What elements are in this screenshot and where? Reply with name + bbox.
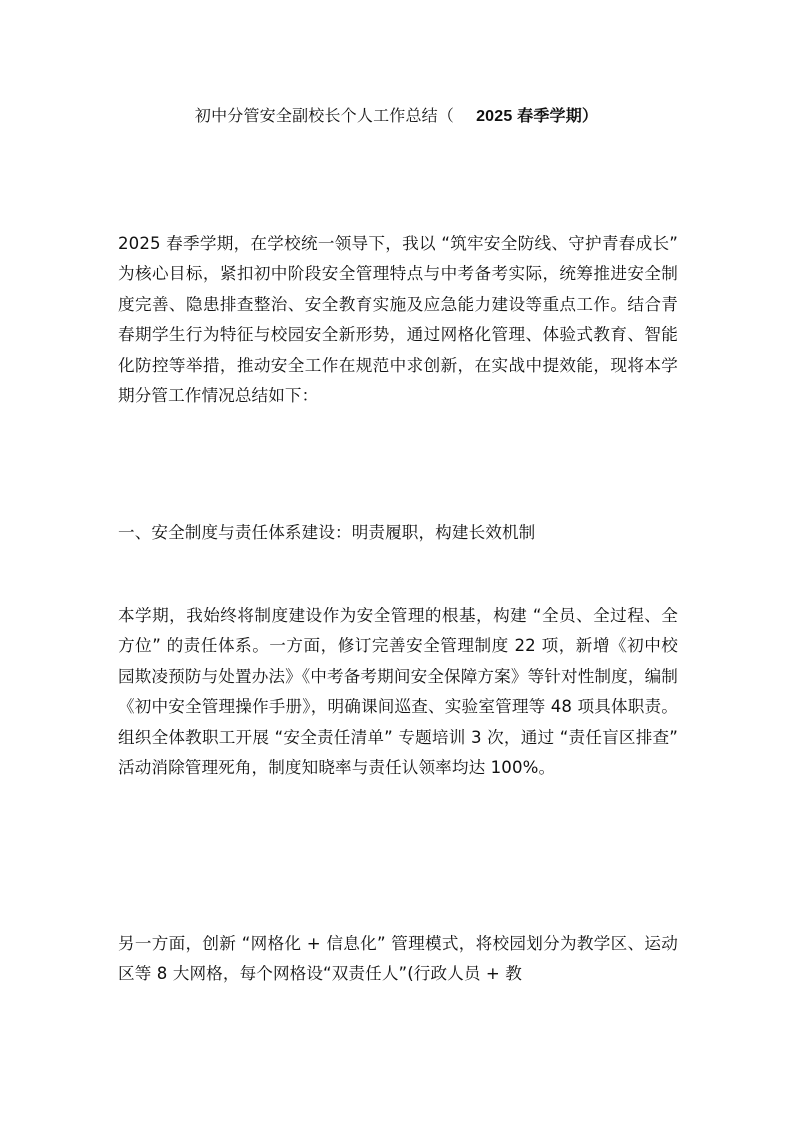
title-text: 初中分管安全副校长个人工作总结（ [194,106,455,125]
section-heading: 一、安全制度与责任体系建设：明责履职，构建长效机制 [118,523,536,542]
body-paragraph: 本学期，我始终将制度建设作为安全管理的根基，构建 “全员、全过程、全方位” 的责任体系。一方面，修订完善安全管理制度 22 项，新增《初中校园欺凌预防与处置办法》《中考备考期间安全保障方案》等针对性制度，编制《初中安全管理操作手册》，明确课间巡查、实验室管理等 48 项具体职责。组织全体教职工开展 “安全责任清单” 专题培训 3 次，通过 “责任盲区排查” 活动消除管理死角，制度知晓率与责任认领率均达 100%。 [118,606,678,778]
body-paragraph: 另一方面，创新 “网格化 + 信息化” 管理模式，将校园划分为教学区、运动区等 8 大网格，每个网格设“双责任人”(行政人员 + 教 [118,934,678,984]
page-title [0,104,793,129]
title-year: 2025 春季学期） [476,108,599,125]
intro-paragraph: 2025 春季学期，在学校统一领导下，我以 “筑牢安全防线、守护青春成长” 为核心目标，紧扣初中阶段安全管理特点与中考备考实际，统筹推进安全制度完善、隐患排查整治、安全教育实施及应急能力建设等重点工作。结合青春期学生行为特征与校园安全新形势，通过网格化管理、体验式教育、智能化防控等举措，推动安全工作在规范中求创新，在实战中提效能，现将本学期分管工作情况总结如下： [118,234,678,406]
